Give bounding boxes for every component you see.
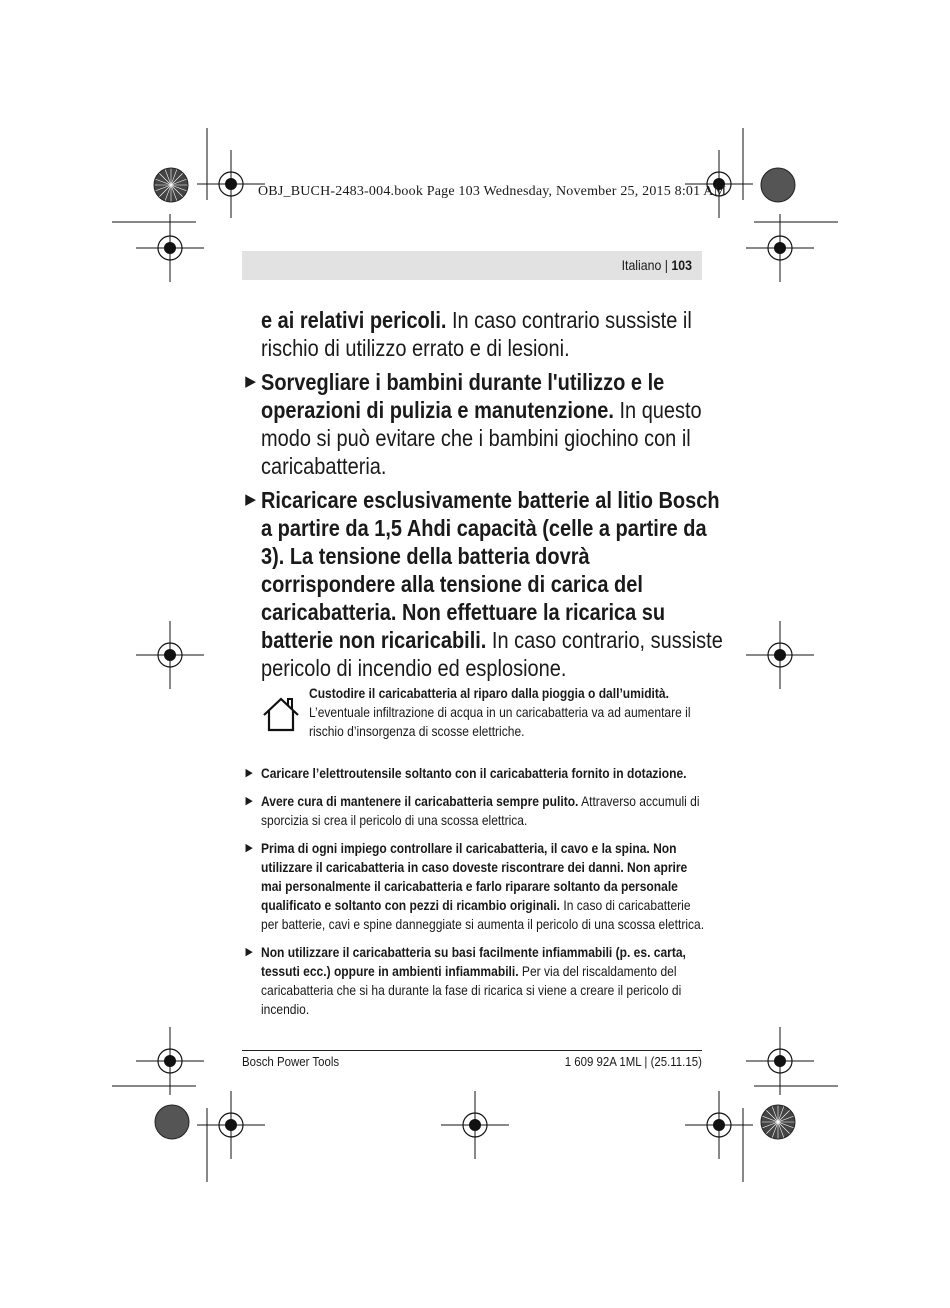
page-content — [243, 306, 723, 1019]
book-file-header: OBJ_BUCH-2483-004.book Page 103 Wednesday, November 25, 2015 8:01 AM — [258, 184, 727, 199]
continued-paragraph-bold: e ai relativi pericoli. — [261, 307, 447, 333]
safety-item-flammable — [245, 943, 706, 1019]
footer-doc-number: 1 609 92A 1ML | (25.11.15) — [564, 1054, 702, 1069]
bullet-arrow-icon: ▶ — [245, 946, 253, 958]
indoor-use-text — [309, 684, 705, 741]
language-label: Italiano — [621, 257, 662, 273]
indoor-use-rest: L’eventuale infiltrazione di acqua in un caricabatteria va ad aumentare il rischio d’insorgenza di scosse elettriche. — [309, 704, 691, 739]
safety-item-inspect — [245, 839, 706, 934]
safety-item-children-text: In questo modo si può evitare che i bambini giochino con il caricabatteria. — [261, 397, 702, 479]
page-number: 103 — [671, 257, 692, 273]
safety-item-clean-text: Attraverso accumuli di sporcizia si crea il pericolo di una scossa elettrica. — [261, 793, 700, 828]
bullet-arrow-icon: ▶ — [245, 767, 253, 779]
footer-rule — [242, 1050, 702, 1051]
continued-paragraph-text: In caso contrario sussiste il rischio di utilizzo errato e di lesioni. — [261, 307, 692, 361]
page-header-label — [622, 257, 692, 273]
safety-item-batteries — [245, 486, 724, 682]
bullet-arrow-icon: ▶ — [245, 491, 257, 508]
house-icon — [261, 695, 301, 733]
safety-item-children — [245, 368, 724, 480]
safety-item-flammable-text: Per via del riscaldamento del caricabatteria che si ha durante la fase di ricarica si viene a creare il pericolo di incendio. — [261, 963, 682, 1017]
safety-item-clean — [245, 792, 706, 830]
safety-item-children-bold: Sorvegliare i bambini durante l'utilizzo e le operazioni di pulizia e manutenzione. — [261, 369, 665, 423]
safety-item-inspect-text: In caso di caricabatterie per batterie, cavi e spine danneggiate si aumenta il pericolo di una scossa elettrica. — [261, 897, 705, 932]
safety-item-supplied-charger — [245, 764, 706, 783]
safety-item-inspect-bold: Prima di ogni impiego controllare il caricabatteria, il cavo e la spina. Non utilizzare il caricabatteria in caso doveste riscontrare dei danni. Non aprire mai personalmente il caricabatteria e farlo riparare soltanto da personale qualificato e soltanto con pezzi di ricambio originali. — [261, 840, 688, 913]
bullet-arrow-icon: ▶ — [245, 373, 257, 390]
continued-paragraph — [261, 306, 724, 362]
safety-item-batteries-bold: Ricaricare esclusivamente batterie al litio Bosch a partire da 1,5 Ahdi capacità (celle a partire da 3). La tensione della batteria dovrà corrispondere alla tensione di carica del caricabatteria. Non effettuare la ricarica su batterie non ricaricabili. — [261, 487, 720, 653]
indoor-use-bold: Custodire il caricabatteria al riparo dalla pioggia o dall’umidità. — [309, 685, 669, 701]
bullet-arrow-icon: ▶ — [245, 842, 253, 854]
safety-item-clean-bold: Avere cura di mantenere il caricabatteria sempre pulito. — [261, 793, 579, 809]
header-separator: | — [664, 257, 669, 273]
page-header-band — [242, 251, 702, 280]
footer-brand: Bosch Power Tools — [242, 1054, 340, 1069]
safety-item-supplied-charger-bold: Caricare l’elettroutensile soltanto con il caricabatteria fornito in dotazione. — [261, 765, 687, 781]
bullet-arrow-icon: ▶ — [245, 795, 253, 807]
indoor-use-notice — [243, 685, 705, 752]
safety-item-flammable-bold: Non utilizzare il caricabatteria su basi facilmente infiammabili (p. es. carta, tessuti ecc.) oppure in ambienti infiammabili. — [261, 944, 686, 979]
safety-item-batteries-text: In caso contrario, sussiste pericolo di incendio ed esplosione. — [261, 627, 723, 681]
